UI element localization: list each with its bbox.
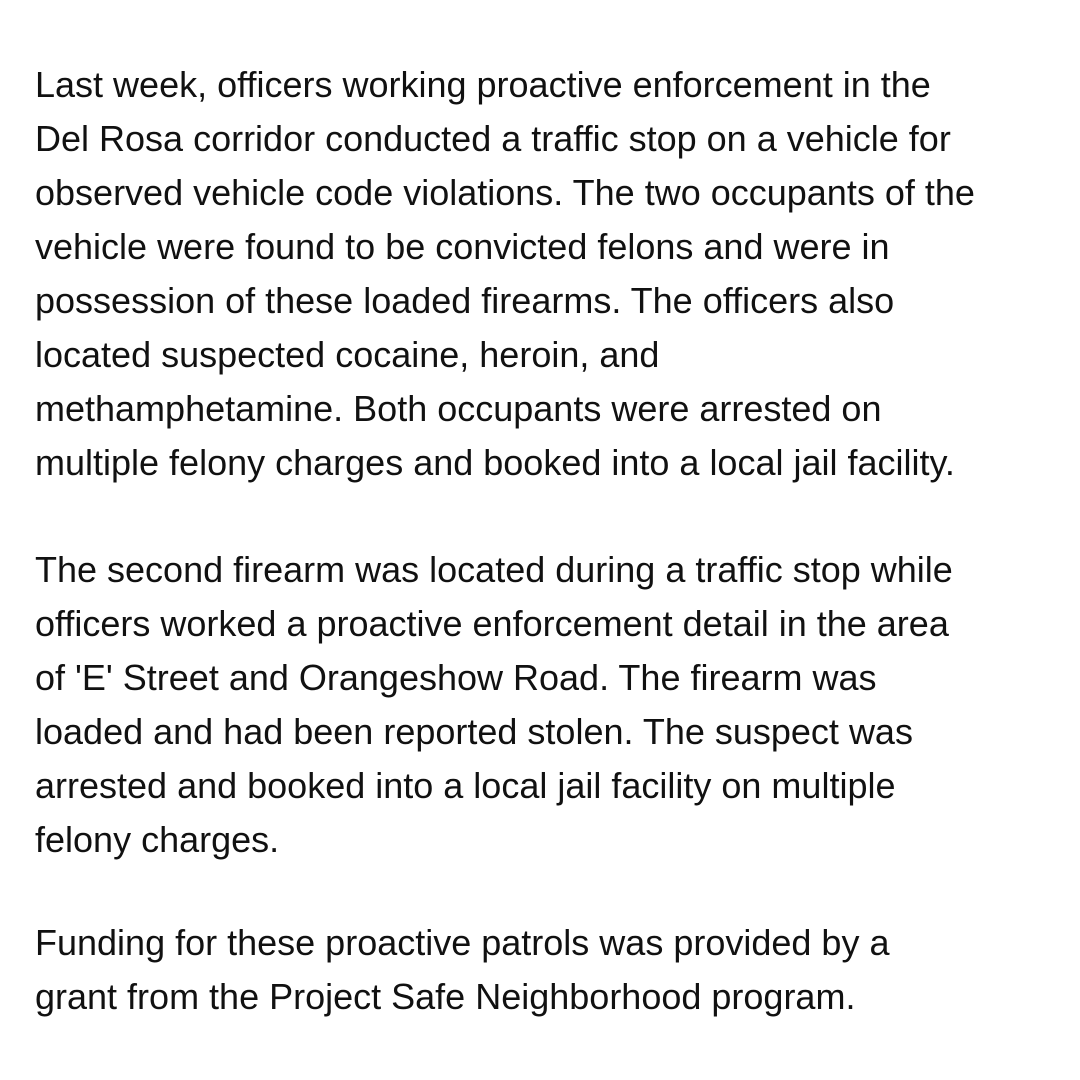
text-line: vehicle were found to be convicted felons and were in bbox=[35, 226, 890, 267]
text-line: methamphetamine. Both occupants were arrested on bbox=[35, 388, 882, 429]
text-line: arrested and booked into a local jail facility on multiple bbox=[35, 765, 896, 806]
paragraph-funding bbox=[35, 916, 1065, 1024]
text-line: possession of these loaded firearms. The officers also bbox=[35, 280, 895, 321]
text-line: grant from the Project Safe Neighborhood program. bbox=[35, 976, 856, 1017]
paragraph-second-firearm bbox=[35, 543, 1065, 867]
document-body bbox=[35, 58, 1065, 1024]
text-line: Funding for these proactive patrols was provided by a bbox=[35, 922, 890, 963]
text-line: of 'E' Street and Orangeshow Road. The firearm was bbox=[35, 657, 877, 698]
text-line: Last week, officers working proactive enforcement in the bbox=[35, 64, 931, 105]
text-line: loaded and had been reported stolen. The suspect was bbox=[35, 711, 913, 752]
text-line: felony charges. bbox=[35, 819, 280, 860]
text-line: officers worked a proactive enforcement detail in the area bbox=[35, 603, 949, 644]
text-line: The second firearm was located during a traffic stop while bbox=[35, 549, 953, 590]
paragraph-traffic-stop-del-rosa bbox=[35, 58, 1065, 490]
text-line: Del Rosa corridor conducted a traffic stop on a vehicle for bbox=[35, 118, 951, 159]
text-line: observed vehicle code violations. The two occupants of the bbox=[35, 172, 975, 213]
text-line: located suspected cocaine, heroin, and bbox=[35, 334, 660, 375]
paragraph-spacer bbox=[35, 867, 1065, 916]
text-line: multiple felony charges and booked into a local jail facility. bbox=[35, 442, 955, 483]
paragraph-spacer bbox=[35, 490, 1065, 543]
